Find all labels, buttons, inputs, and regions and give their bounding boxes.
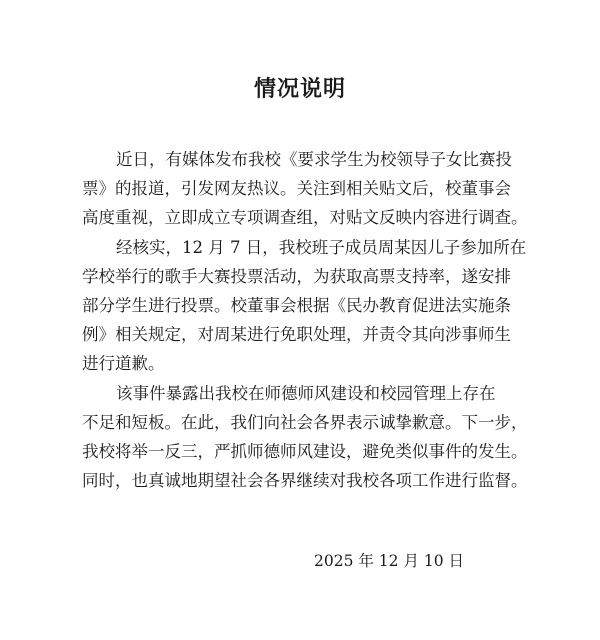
paragraph-3-line-2: 不足和短板。在此，我们向社会各界表示诚挚歉意。下一步，: [82, 412, 528, 432]
paragraph-2-line-3: 部分学生进行投票。校董事会根据《民办教育促进法实施条: [82, 295, 511, 315]
paragraph-1-line-3: 高度重视，立即成立专项调查组，对贴文反映内容进行调查。: [82, 208, 528, 228]
paragraph-1-line-2: 票》的报道，引发网友热议。关注到相关贴文后，校董事会: [82, 179, 511, 199]
document-date: 2025 年 12 月 10 日: [314, 552, 465, 570]
document-title: 情况说明: [253, 77, 346, 102]
paragraph-2-line-2: 学校举行的歌手大赛投票活动，为获取高票支持率，遂安排: [82, 266, 511, 286]
paragraph-1-line-1: 近日，有媒体发布我校《要求学生为校领导子女比赛投: [116, 150, 512, 169]
paragraph-3-line-1: 该事件暴露出我校在师德师风建设和校园管理上存在: [116, 383, 496, 403]
document-body: [82, 145, 528, 495]
paragraph-2-line-1: 经核实，12 月 7 日，我校班子成员周某因儿子参加所在: [116, 237, 527, 257]
paragraph-3-line-4: 同时，也真诚地期望社会各界继续对我校各项工作进行监督。: [82, 471, 528, 491]
paragraph-2-line-5: 进行道歉。: [82, 354, 165, 374]
paragraph-2-line-4: 例》相关规定，对周某进行免职处理，并责令其向涉事师生: [82, 325, 511, 345]
paragraph-3-line-3: 我校将举一反三，严抓师德师风建设，避免类似事件的发生。: [82, 441, 528, 461]
